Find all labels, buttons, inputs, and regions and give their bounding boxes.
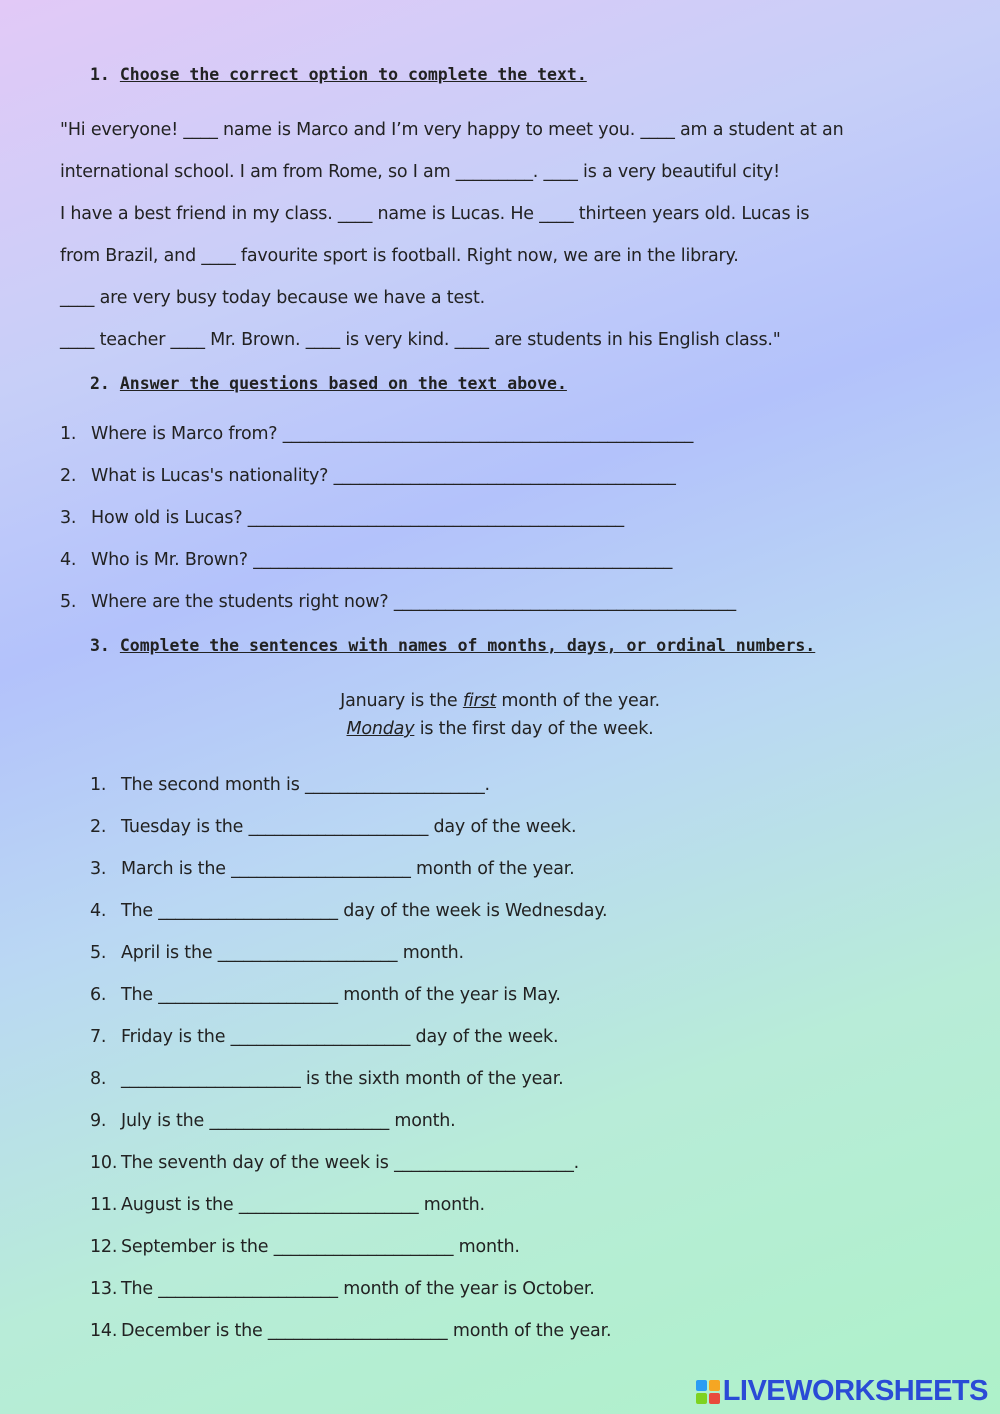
item-number: 1. <box>90 775 107 795</box>
item-text[interactable]: The second month is _____________________. <box>121 775 490 795</box>
section3-heading <box>90 636 815 655</box>
item-text[interactable]: July is the _____________________ month. <box>121 1111 456 1131</box>
item-text[interactable]: _____________________ is the sixth month of the year. <box>121 1069 564 1089</box>
item-number: 14. <box>90 1321 118 1341</box>
question-item <box>60 424 693 444</box>
example-text: month of the year. <box>496 691 660 711</box>
item-text[interactable]: Friday is the _____________________ day of the week. <box>121 1027 559 1047</box>
question-text[interactable]: How old is Lucas? ____________________________________________ <box>91 508 624 528</box>
item-text[interactable]: April is the _____________________ month. <box>121 943 464 963</box>
item-number: 8. <box>90 1069 107 1089</box>
item-number: 5. <box>90 943 107 963</box>
section1-number: 1. <box>90 65 110 84</box>
item-number: 13. <box>90 1279 118 1299</box>
example-word: Monday <box>346 719 415 739</box>
exercise-item <box>90 943 464 963</box>
exercise-item <box>90 1279 595 1299</box>
exercise-item <box>90 1321 611 1341</box>
question-item <box>60 592 736 612</box>
section1-title: Choose the correct option to complete the text. <box>119 65 587 84</box>
exercise-item <box>90 1153 579 1173</box>
item-number: 4. <box>90 901 107 921</box>
item-number: 2. <box>90 817 107 837</box>
question-number: 5. <box>60 592 77 612</box>
item-text[interactable]: March is the _____________________ month of the year. <box>121 859 575 879</box>
section2-title: Answer the questions based on the text above. <box>119 374 567 393</box>
item-text[interactable]: The seventh day of the week is _____________________. <box>121 1153 579 1173</box>
item-text[interactable]: The _____________________ day of the week is Wednesday. <box>121 901 608 921</box>
item-number: 3. <box>90 859 107 879</box>
exercise-item <box>90 1111 456 1131</box>
item-number: 9. <box>90 1111 107 1131</box>
question-number: 4. <box>60 550 77 570</box>
item-text[interactable]: September is the _____________________ month. <box>121 1237 520 1257</box>
item-text[interactable]: The _____________________ month of the year is October. <box>121 1279 595 1299</box>
question-text[interactable]: Where is Marco from? ________________________________________________ <box>91 424 694 444</box>
exercise-item <box>90 775 490 795</box>
item-text[interactable]: December is the _____________________ month of the year. <box>121 1321 612 1341</box>
question-item <box>60 508 624 528</box>
example-text: is the first day of the week. <box>414 719 654 739</box>
exercise-item <box>90 859 575 879</box>
exercise-item <box>90 817 576 837</box>
question-item <box>60 466 676 486</box>
item-number: 11. <box>90 1195 118 1215</box>
exercise-item <box>90 1237 520 1257</box>
example-line-1 <box>0 691 1000 711</box>
section1-heading <box>90 65 587 84</box>
example-line-2 <box>0 719 1000 739</box>
question-text[interactable]: Where are the students right now? ________________________________________ <box>91 592 736 612</box>
exercise-item <box>90 1195 485 1215</box>
paragraph-line: international school. I am from Rome, so I am _________. ____ is a very beautiful city! <box>60 162 780 182</box>
exercise-item <box>90 985 561 1005</box>
question-number: 1. <box>60 424 77 444</box>
paragraph-line: ____ teacher ____ Mr. Brown. ____ is very kind. ____ are students in his English class." <box>60 330 781 350</box>
item-text[interactable]: August is the _____________________ month. <box>121 1195 485 1215</box>
paragraph-line: "Hi everyone! ____ name is Marco and I’m very happy to meet you. ____ am a student at an <box>60 120 844 140</box>
example-word: first <box>462 691 497 711</box>
liveworksheets-logo-icon <box>696 1380 720 1404</box>
section2-number: 2. <box>90 374 110 393</box>
section2-heading <box>90 374 567 393</box>
item-text[interactable]: Tuesday is the _____________________ day of the week. <box>121 817 577 837</box>
question-number: 3. <box>60 508 77 528</box>
example-text: January is the <box>340 691 463 711</box>
paragraph-line: from Brazil, and ____ favourite sport is football. Right now, we are in the library. <box>60 246 739 266</box>
item-number: 6. <box>90 985 107 1005</box>
exercise-item <box>90 1069 563 1089</box>
item-text[interactable]: The _____________________ month of the year is May. <box>121 985 561 1005</box>
item-number: 10. <box>90 1153 118 1173</box>
question-text[interactable]: Who is Mr. Brown? _________________________________________________ <box>91 550 673 570</box>
exercise-item <box>90 1027 558 1047</box>
liveworksheets-logo[interactable] <box>696 1375 988 1408</box>
exercise-item <box>90 901 607 921</box>
logo-text: LIVEWORKSHEETS <box>722 1375 988 1407</box>
section3-number: 3. <box>90 636 110 655</box>
question-number: 2. <box>60 466 77 486</box>
item-number: 7. <box>90 1027 107 1047</box>
paragraph-line: I have a best friend in my class. ____ name is Lucas. He ____ thirteen years old. Lucas is <box>60 204 810 224</box>
question-item <box>60 550 672 570</box>
question-text[interactable]: What is Lucas's nationality? ________________________________________ <box>91 466 676 486</box>
section3-title: Complete the sentences with names of months, days, or ordinal numbers. <box>119 636 816 655</box>
paragraph-line: ____ are very busy today because we have a test. <box>60 288 485 308</box>
item-number: 12. <box>90 1237 118 1257</box>
